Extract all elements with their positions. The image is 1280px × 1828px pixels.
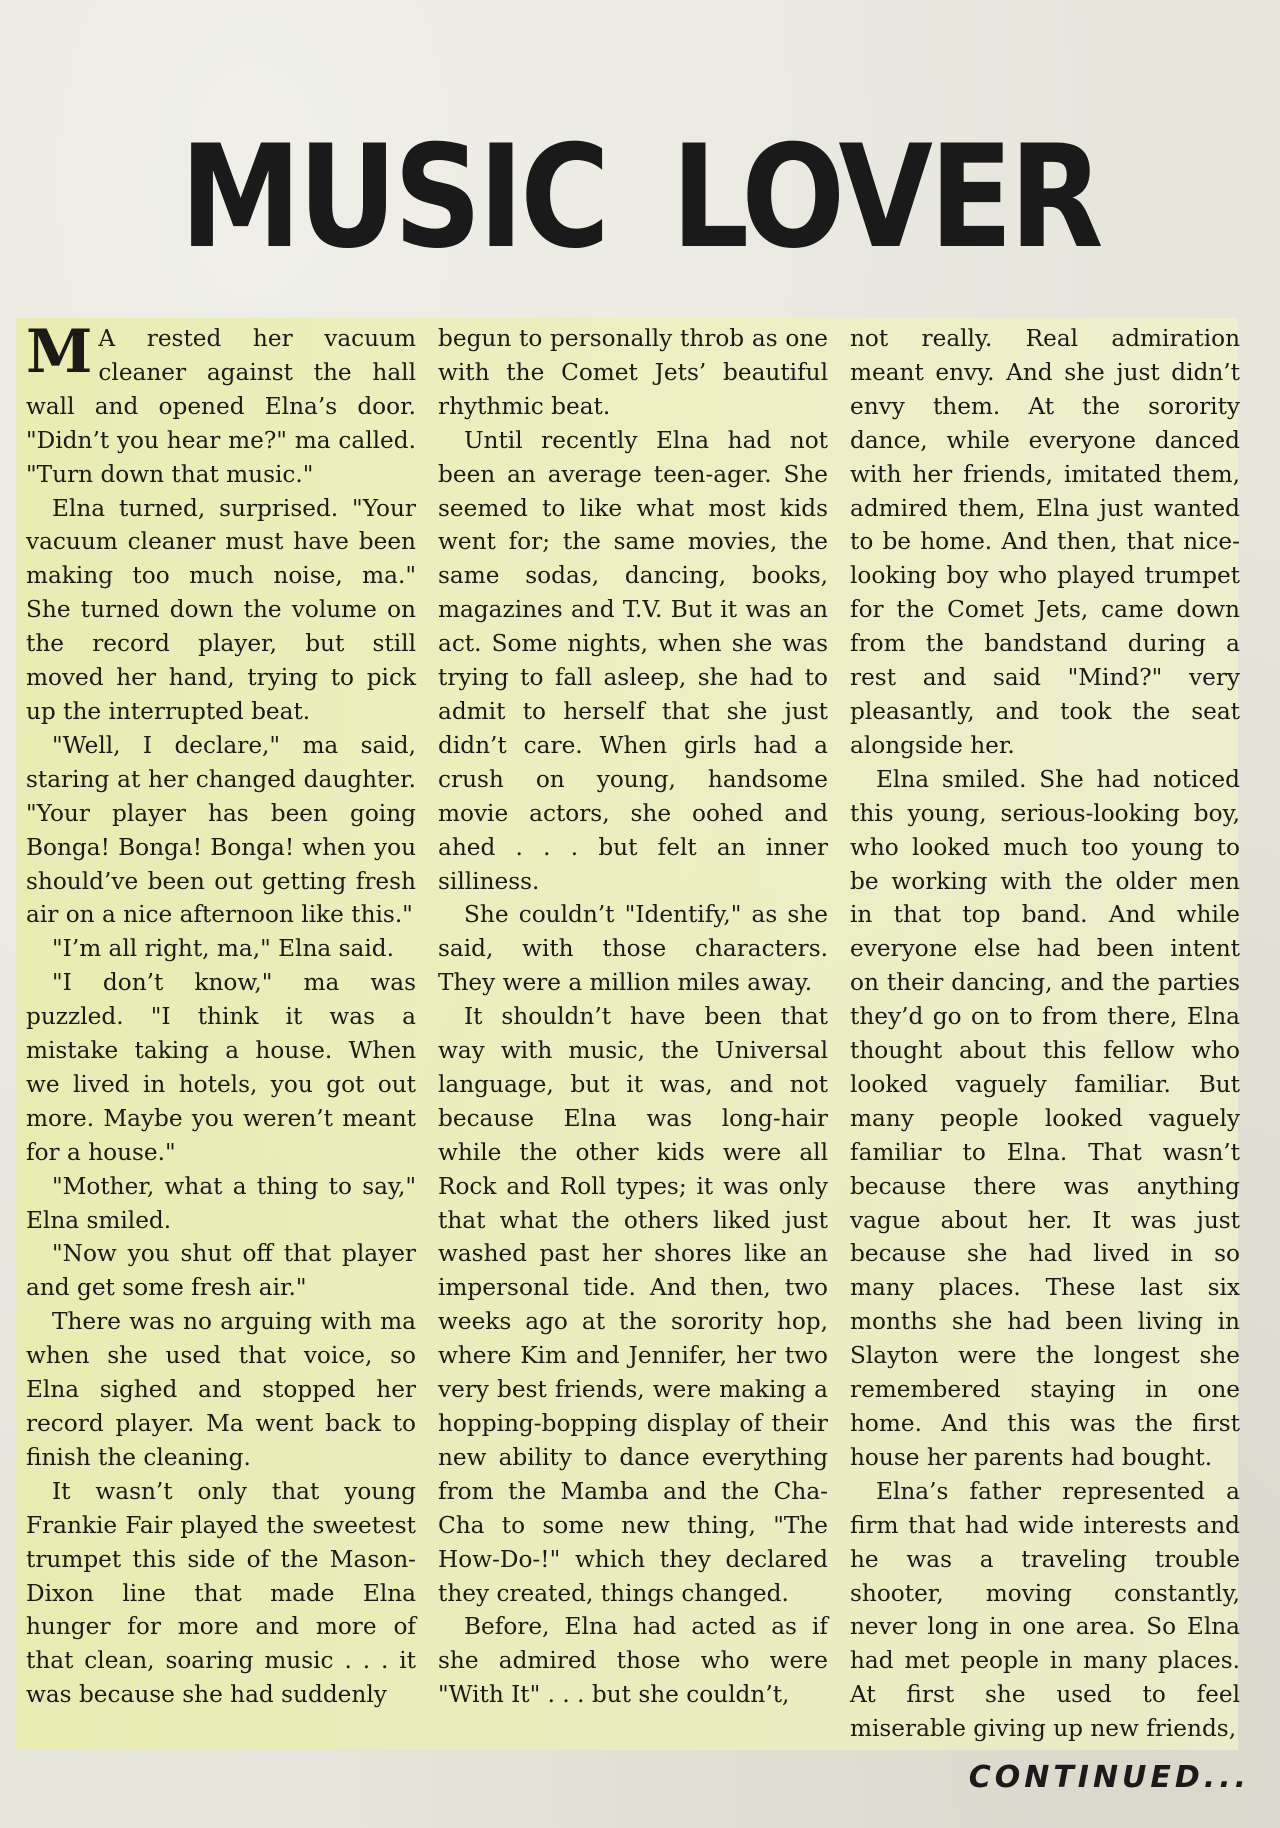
paragraph: It wasn’t only that young Frankie Fair played the sweetest trumpet this side of the Mason-Dixon line that made Elna hunger for more and more of that clean, soaring music . . . it was because she had suddenly: [26, 1477, 416, 1709]
paragraph: not really. Real admiration meant envy. And she just didn’t envy them. At the sorority dance, while everyone danced with her friends, imitated them, admired them, Elna just wanted to be home. And then, that nice-looking boy who played trumpet for the Comet Jets, came down from the bandstand during a rest and said "Mind?" very pleasantly, and took the seat alongside her.: [850, 325, 1240, 759]
paragraph: "Now you shut off that player and get some fresh air.": [26, 1240, 416, 1302]
paragraph: "Mother, what a thing to say," Elna smiled.: [26, 1172, 416, 1234]
paragraph: It shouldn’t have been that way with music, the Universal language, but it was, and not because Elna was long-hair while the other kids were all Rock and Roll types; it was only that what the others liked just washed past her shores like an impersonal tide. And then, two weeks ago at the sorority hop, where Kim and Jennifer, her two very best friends, were making a hopping-bopping display of their new ability to dance everything from the Mamba and the Cha-Cha to some new thing, "The How-Do-!" which they declared they created, things changed.: [438, 1003, 828, 1607]
paragraph: Elna’s father represented a firm that had wide interests and he was a traveling trouble shooter, moving constantly, never long in one area. So Elna had met people in many places. At first she used to feel miserable giving up new friends,: [850, 1477, 1240, 1743]
paragraph: "I don’t know," ma was puzzled. "I think it was a mistake taking a house. When we lived in hotels, you got out more. Maybe you weren’t meant for a house.": [26, 969, 416, 1166]
column-3: [850, 322, 1240, 1752]
story-title: MUSIC LOVER: [179, 115, 1101, 280]
paragraph-text: A rested her vacuum cleaner against the hall wall and opened Elna’s door. "Didn’t you hear me?" ma called. "Turn down that music.": [26, 325, 416, 488]
paragraph: begun to personally throb as one with the Comet Jets’ beautiful rhythmic beat.: [438, 325, 828, 420]
paragraph: Until recently Elna had not been an average teen-ager. She seemed to like what most kids went for; the same movies, the same sodas, dancing, books, magazines and T.V. But it was an act. Some nights, when she was trying to fall asleep, she had to admit to herself that she just didn’t care. When girls had a crush on young, handsome movie actors, she oohed and ahed . . . but felt an inner silliness.: [438, 426, 828, 895]
paragraph: "I’m all right, ma," Elna said.: [52, 935, 394, 963]
story-body: [26, 317, 1240, 1752]
drop-cap: M: [26, 317, 93, 387]
column-1: [26, 317, 416, 1752]
paragraph: Elna smiled. She had noticed this young, serious-looking boy, who looked much too young to be working with the older men in that top band. And while everyone else had been intent on their dancing, and the parties they’d go on to from there, Elna thought about this fellow who looked vaguely familiar. But many people looked vaguely familiar to Elna. That wasn’t because there was anything vague about her. It was just because she had lived in so many places. These last six months she had been living in Slayton were the longest she remembered staying in one home. And this was the first house her parents had bought.: [850, 765, 1240, 1471]
column-2: [438, 322, 828, 1752]
continued-label: CONTINUED...: [968, 1760, 1250, 1795]
paragraph: Elna turned, surprised. "Your vacuum cleaner must have been making too much noise, ma." She turned down the volume on the record player, but still moved her hand, trying to pick up the interrupted beat.: [26, 494, 416, 725]
paragraph: "Well, I declare," ma said, staring at her changed daughter. "Your player has been going Bonga! Bonga! Bonga! when you should’ve been out getting fresh air on a nice afternoon like this.": [26, 731, 416, 929]
paragraph: [26, 317, 416, 492]
paragraph: She couldn’t "Identify," as she said, with those characters. They were a million miles away.: [438, 901, 828, 997]
paragraph: There was no arguing with ma when she used that voice, so Elna sighed and stopped her record player. Ma went back to finish the cleaning.: [26, 1308, 416, 1471]
paragraph: Before, Elna had acted as if she admired those who were "With It" . . . but she couldn’t,: [438, 1613, 828, 1709]
